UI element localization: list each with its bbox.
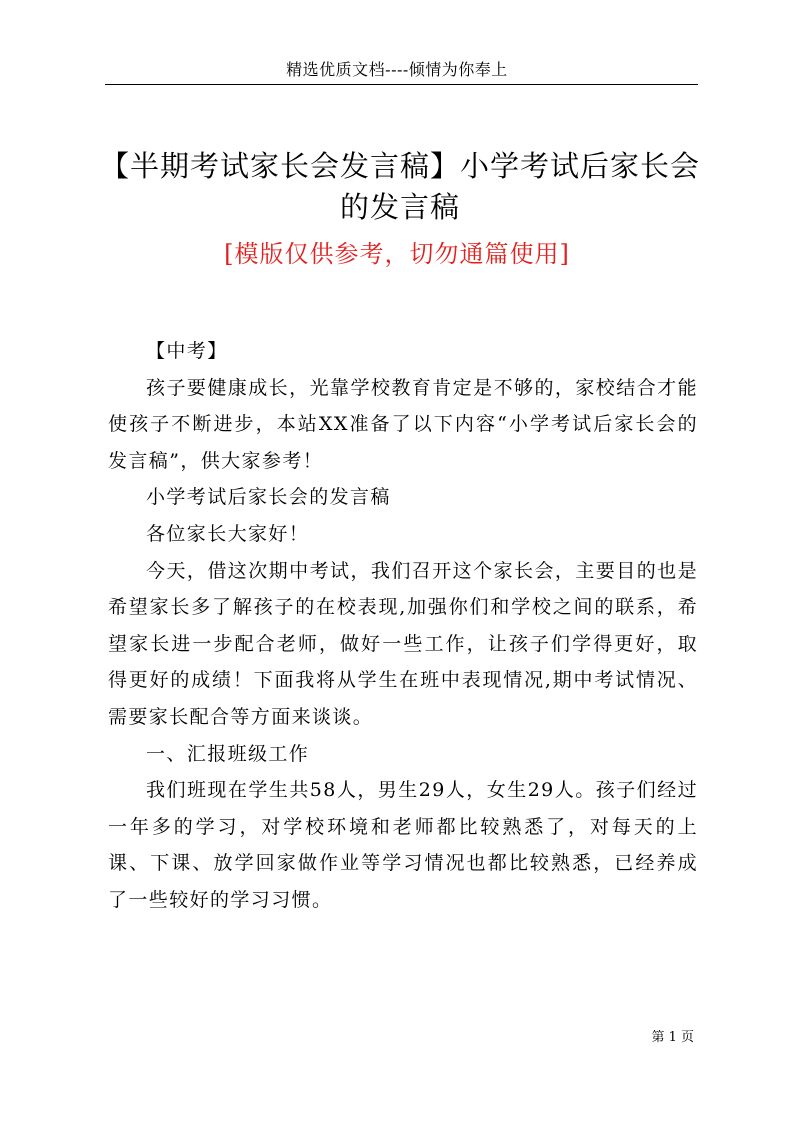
paragraph-class-report: 我们班现在学生共58人，男生29人，女生29人。孩子们经过一年多的学习，对学校环境和老师都比较熟悉了，对每天的上课、下课、放学回家做作业等学习情况也都比较熟悉，已经养成了一些较好的学习习惯。 [108, 779, 698, 911]
paragraph-intro: 孩子要健康成长，光靠学校教育肯定是不够的，家校结合才能使孩子不断进步，本站XX准备了以下内容“小学考试后家长会的发言稿”，供大家参考！ [108, 376, 698, 472]
document-subtitle: [模版仅供参考，切勿通篇使用] [224, 240, 570, 268]
page-header: 精选优质文档----倾情为你奉上 [286, 60, 508, 79]
paragraph-purpose: 今天，借这次期中考试，我们召开这个家长会，主要目的也是希望家长多了解孩子的在校表现,加强你们和学校之间的联系，希望家长进一步配合老师，做好一些工作，让孩子们学得更好，取得更好的成绩！下面我将从学生在班中表现情况,期中考试情况、需要家长配合等方面来谈谈。 [108, 559, 698, 728]
paragraph-tag: 【中考】 [146, 340, 228, 362]
header-divider [105, 84, 698, 85]
paragraph-section-heading: 一、汇报班级工作 [146, 742, 310, 765]
document-title: 【半期考试家长会发言稿】小学考试后家长会的发言稿 [100, 149, 701, 224]
paragraph-greeting: 各位家长大家好！ [146, 522, 310, 545]
paragraph-speech-title: 小学考试后家长会的发言稿 [146, 486, 391, 509]
document-body [108, 333, 698, 919]
page-number: 第 1 页 [651, 1030, 694, 1045]
